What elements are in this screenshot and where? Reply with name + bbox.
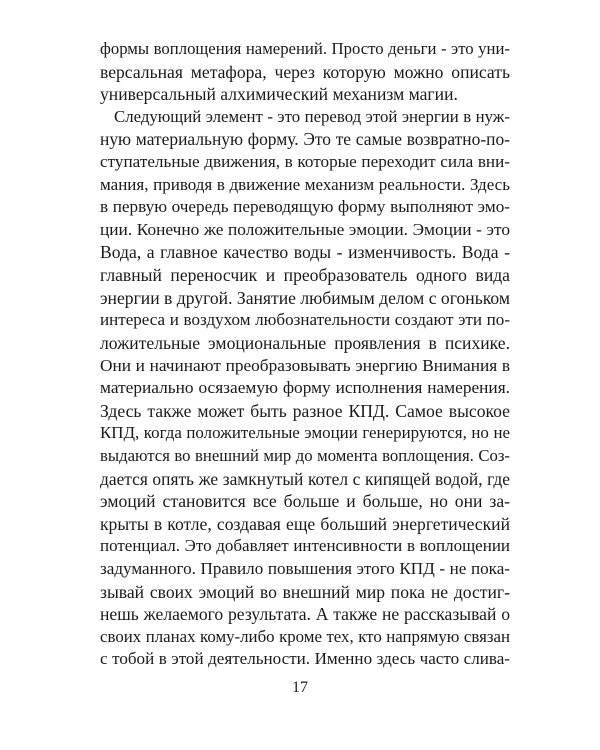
- text-line: Они и начинают преобразовывать энергию Внимания в: [100, 355, 510, 375]
- text-line: своих планах кому-либо кроме тех, кто напрямую связан: [100, 626, 510, 646]
- text-line: интереса и воздухом любознательности создают эти по-: [100, 310, 510, 330]
- text-line: Следующий элемент - это перевод этой энергии в нуж-: [114, 106, 510, 126]
- text-line: ции. Конечно же положительные эмоции. Эмоции - это: [100, 219, 510, 239]
- text-line: в первую очередь переводящую форму выполняют эмо-: [100, 197, 510, 217]
- text-line: выдаются во внешний мир до момента воплощения. Соз-: [100, 445, 510, 465]
- text-line: Вода, а главное качество воды - изменчивость. Вода -: [100, 242, 510, 263]
- text-line: КПД, когда положительные эмоции генерируются, но не: [100, 423, 510, 443]
- text-line: версальная метафора, через которую можно описать: [100, 61, 510, 82]
- body-text: [100, 38, 510, 671]
- text-line: формы воплощения намерений. Просто деньги - это уни-: [100, 39, 510, 58]
- text-line: главный переносчик и преобразователь одного вида: [100, 265, 510, 286]
- text-line: нешь желаемого результата. А также не рассказывай о: [100, 604, 510, 625]
- text-line: универсальный алхимический механизм магии.: [100, 84, 458, 105]
- text-line: ступательные движения, в которые переходит сила вни-: [100, 152, 510, 172]
- page-number: 17: [292, 679, 308, 696]
- text-line: материально осязаемую форму исполнения намерения.: [100, 378, 510, 398]
- text-line: эмоций становится все больше и больше, но они за-: [100, 491, 510, 512]
- text-line: задуманного. Правило повышения этого КПД - не пока-: [100, 559, 510, 579]
- text-line: потенциал. Это добавляет интенсивности в воплощении: [100, 536, 510, 556]
- text-line: зывай своих эмоций во внешний мир пока не достиг-: [100, 581, 510, 602]
- text-line: крыты в котле, создавая еще больший энергетический: [100, 513, 510, 534]
- text-line: ную материальную форму. Это те самые возвратно-по-: [100, 129, 510, 150]
- text-line: мания, приводя в движение механизм реальности. Здесь: [100, 174, 510, 194]
- text-line: дается опять же замкнутый котел с кипящей водой, где: [100, 468, 510, 489]
- text-line: с тобой в этой деятельности. Именно здесь часто слива-: [100, 649, 510, 669]
- text-line: Здесь также может быть разное КПД. Самое высокое: [100, 400, 510, 421]
- text-line: энергии в другой. Занятие любимым делом с огоньком: [100, 287, 510, 308]
- text-line: ложительные эмоциональные проявления в психике.: [100, 332, 510, 353]
